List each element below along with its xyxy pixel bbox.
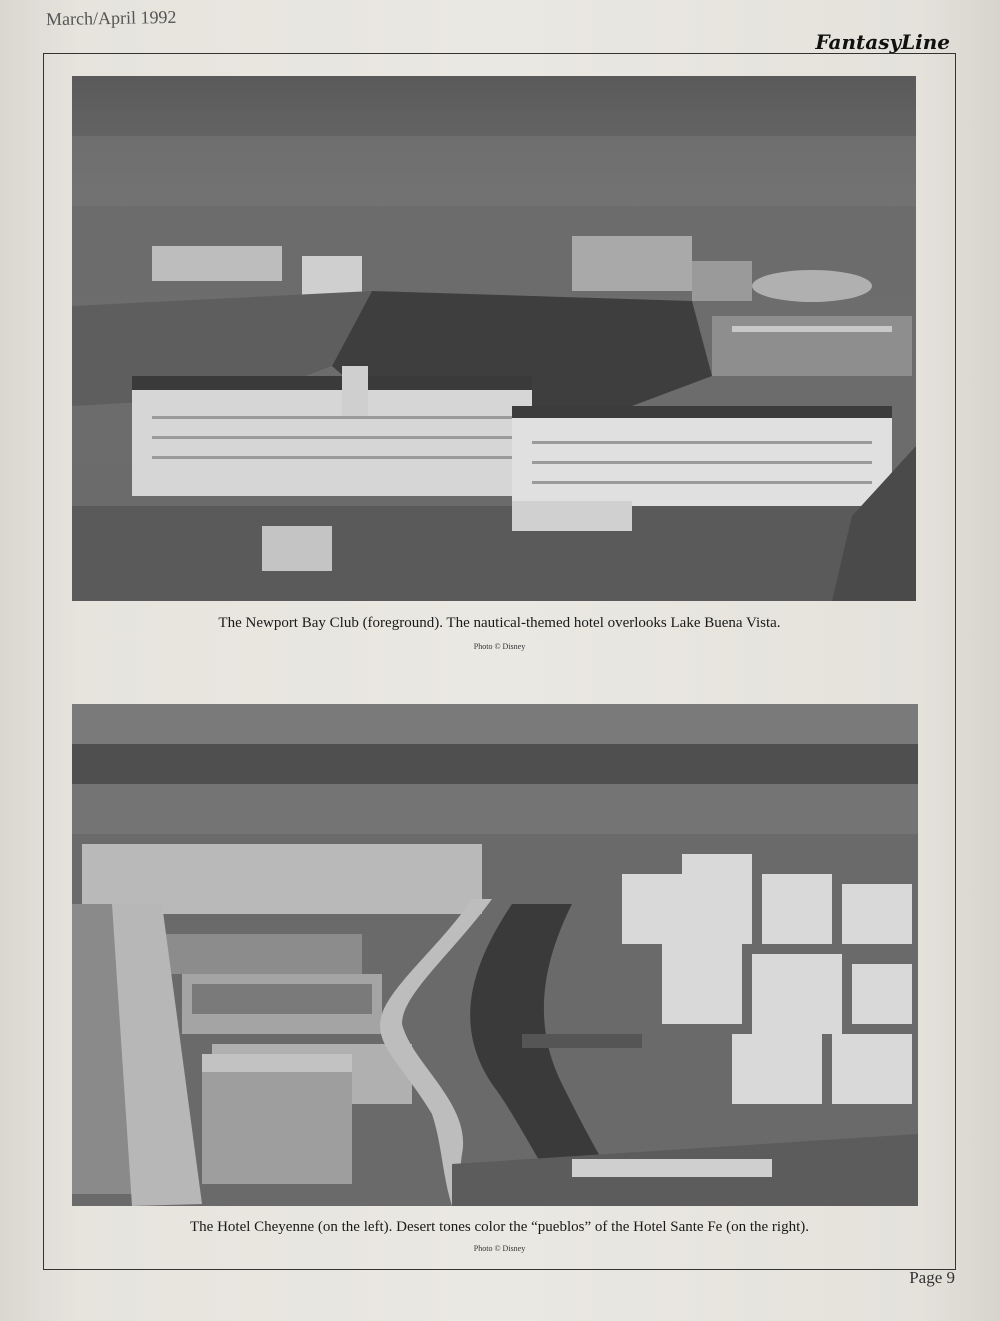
hotel-cheyenne-santa-fe-photo xyxy=(72,704,918,1206)
publication-logo: FantasyLine xyxy=(815,30,950,54)
photo-caption-cheyenne: The Hotel Cheyenne (on the left). Desert tones color the “pueblos” of the Hotel Sante Fe (on the right). xyxy=(190,1219,809,1235)
photo-credit-cheyenne: Photo © Disney xyxy=(473,1244,526,1253)
page-number: Page 9 xyxy=(909,1268,955,1287)
newport-bay-club-photo xyxy=(72,76,916,601)
photo-credit-newport: Photo © Disney xyxy=(473,642,526,651)
photo-caption-newport: The Newport Bay Club (foreground). The nautical-themed hotel overlooks Lake Buena Vista. xyxy=(218,615,781,631)
issue-date: March/April 1992 xyxy=(45,6,177,30)
